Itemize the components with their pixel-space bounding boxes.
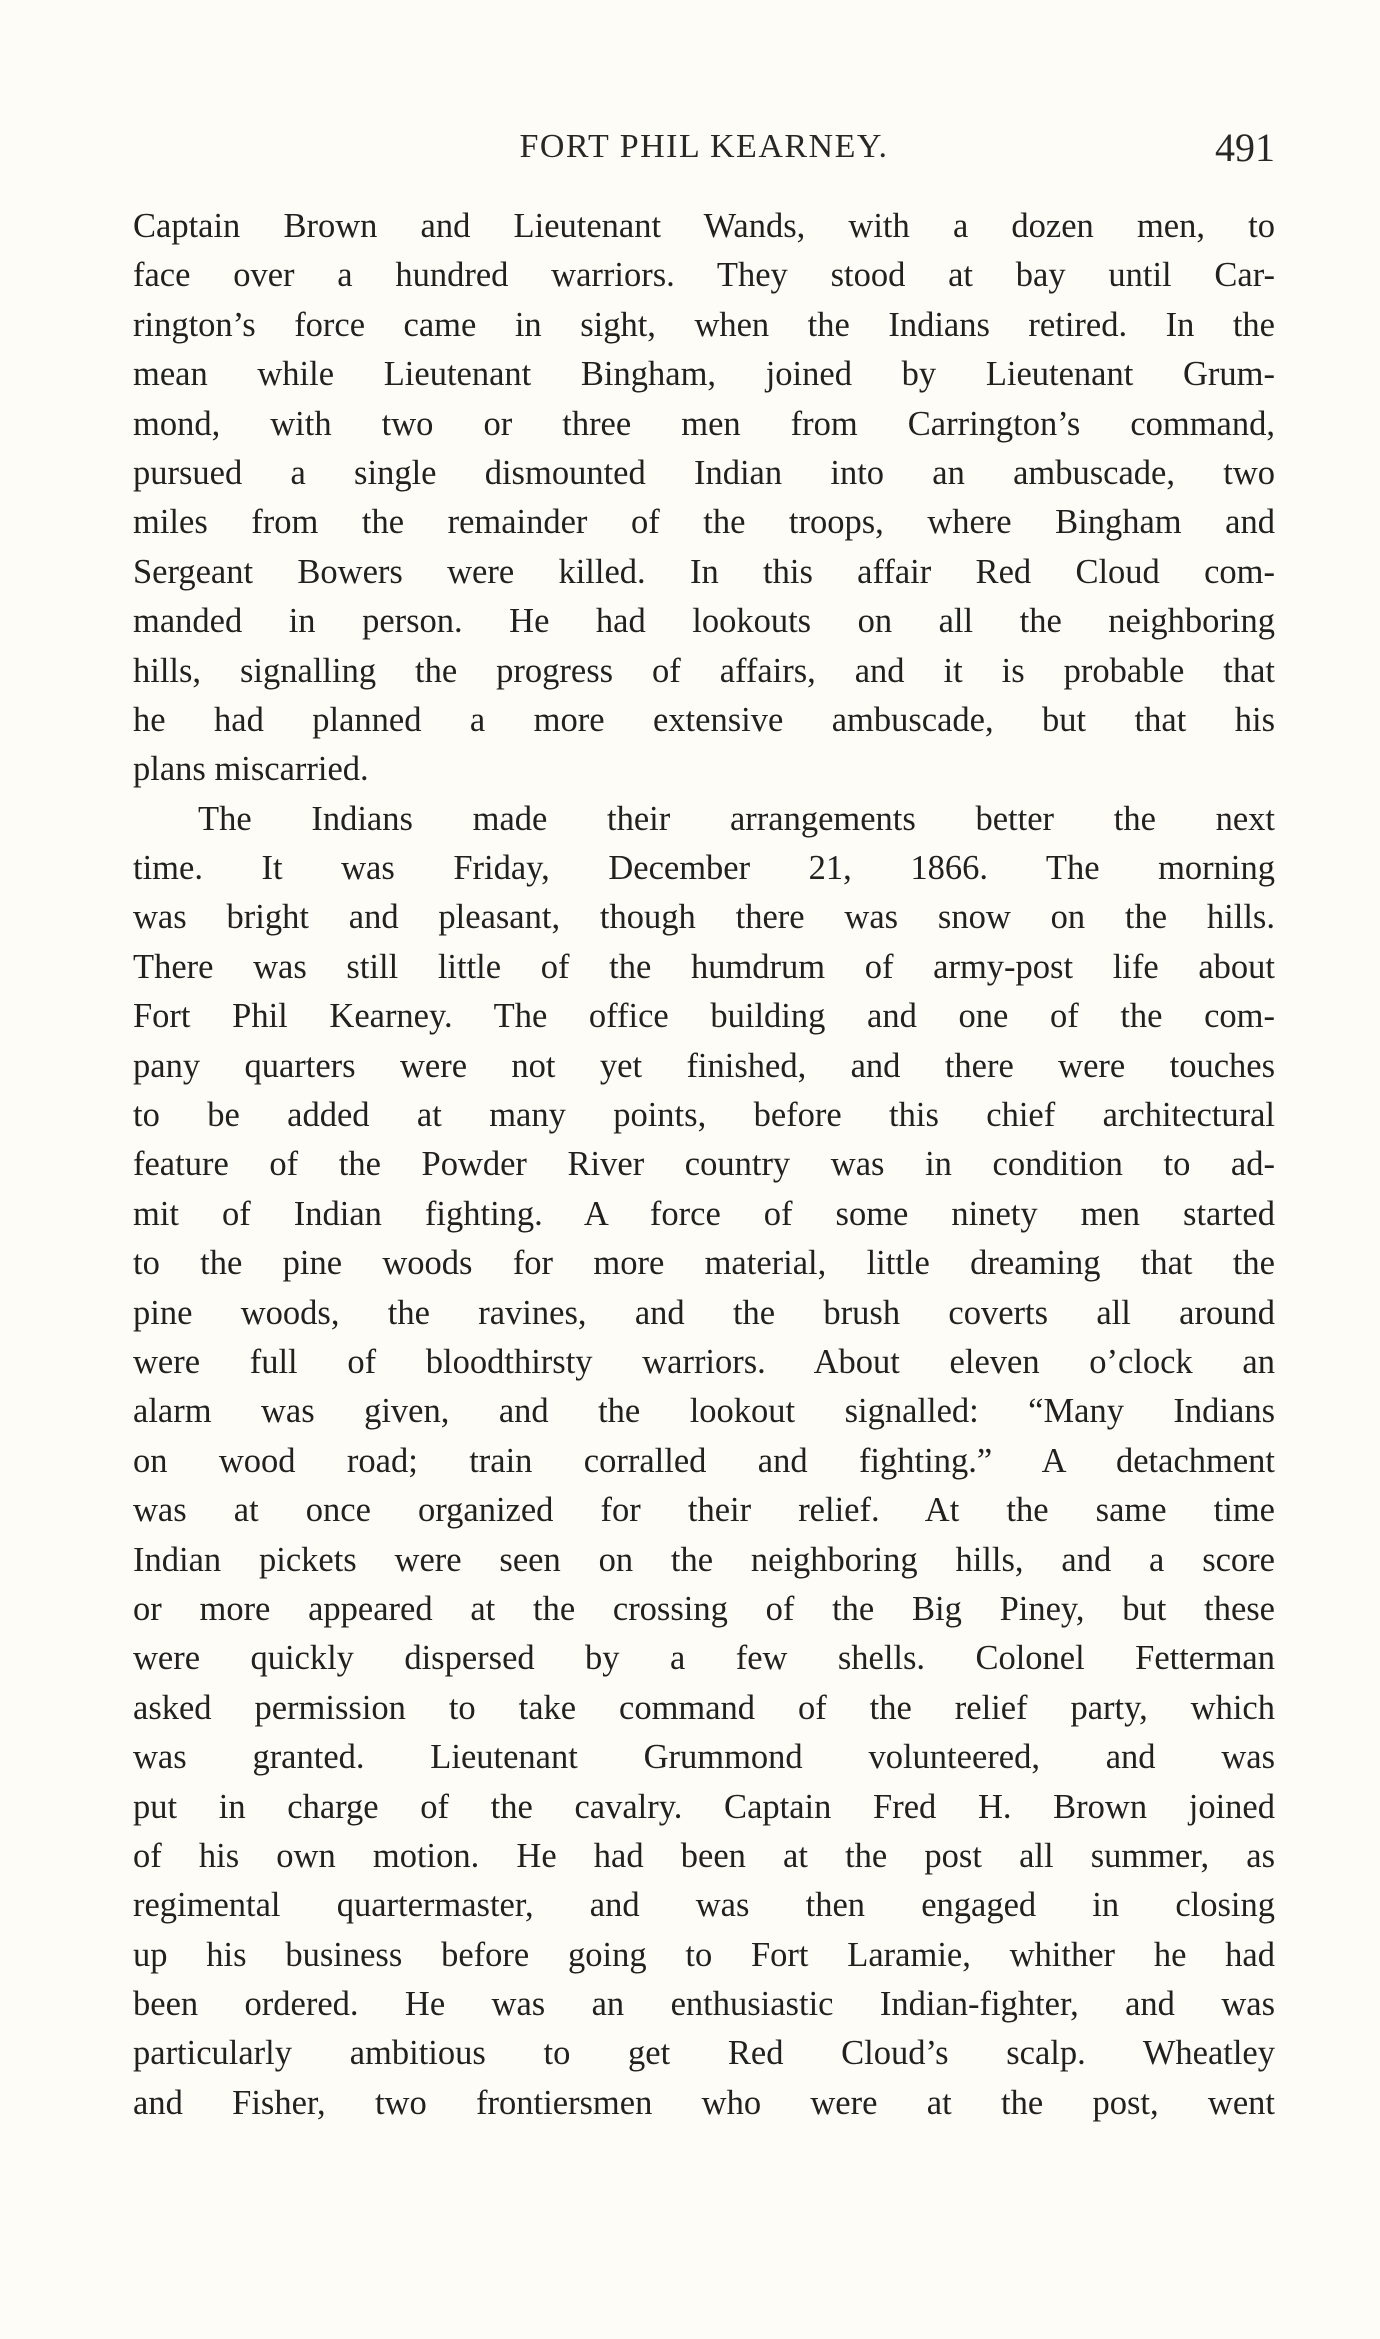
- text-line: were full of bloodthirsty warriors. About eleven o’clock an: [133, 1342, 1275, 1381]
- text-line: and Fisher, two frontiersmen who were at the post, went: [133, 2083, 1275, 2122]
- text-line: up his business before going to Fort Laramie, whither he had: [133, 1935, 1275, 1974]
- text-line: Fort Phil Kearney. The office building and one of the com-: [133, 997, 1275, 1036]
- text-line: The Indians made their arrangements better the next: [198, 799, 1275, 838]
- text-line: mond, with two or three men from Carrington’s command,: [133, 404, 1275, 443]
- paragraph-1: [133, 202, 1275, 795]
- text-line: hills, signalling the progress of affairs, and it is probable that: [133, 651, 1275, 690]
- text-line: put in charge of the cavalry. Captain Fred H. Brown joined: [133, 1787, 1275, 1826]
- body-text: [133, 202, 1275, 2128]
- text-line: miles from the remainder of the troops, where Bingham and: [133, 503, 1275, 542]
- text-line: regimental quartermaster, and was then engaged in closing: [133, 1886, 1275, 1925]
- text-line: There was still little of the humdrum of army-post life about: [133, 947, 1275, 986]
- text-line: feature of the Powder River country was in condition to ad-: [133, 1145, 1275, 1184]
- text-line: of his own motion. He had been at the post all summer, as: [133, 1836, 1275, 1875]
- page-header: [133, 124, 1275, 174]
- text-line: Sergeant Bowers were killed. In this affair Red Cloud com-: [133, 552, 1275, 591]
- text-line: face over a hundred warriors. They stood at bay until Car-: [133, 256, 1275, 295]
- text-line: Captain Brown and Lieutenant Wands, with a dozen men, to: [133, 207, 1275, 245]
- text-line: particularly ambitious to get Red Cloud’s scalp. Wheatley: [133, 2034, 1275, 2073]
- text-line: asked permission to take command of the relief party, which: [133, 1688, 1275, 1727]
- text-line: pine woods, the ravines, and the brush coverts all around: [133, 1293, 1275, 1332]
- text-line: to be added at many points, before this chief architectural: [133, 1096, 1275, 1135]
- text-line: to the pine woods for more material, little dreaming that the: [133, 1244, 1275, 1283]
- text-line: was at once organized for their relief. At the same time: [133, 1491, 1275, 1530]
- running-head: FORT PHIL KEARNEY.: [519, 128, 889, 165]
- text-line: on wood road; train corralled and fighting.” A detachment: [133, 1441, 1275, 1480]
- paragraph-2: [133, 795, 1275, 2129]
- text-line: or more appeared at the crossing of the Big Piney, but these: [133, 1589, 1275, 1628]
- text-line: was granted. Lieutenant Grummond volunteered, and was: [133, 1738, 1275, 1777]
- text-line: were quickly dispersed by a few shells. Colonel Fetterman: [133, 1639, 1275, 1678]
- text-line: time. It was Friday, December 21, 1866. The morning: [133, 849, 1275, 888]
- text-line: plans miscarried.: [133, 750, 369, 789]
- page-number: 491: [1215, 125, 1275, 170]
- text-line: he had planned a more extensive ambuscade, but that his: [133, 700, 1275, 739]
- text-line: been ordered. He was an enthusiastic Indian-fighter, and was: [133, 1985, 1275, 2024]
- text-line: pursued a single dismounted Indian into an ambuscade, two: [133, 453, 1275, 492]
- text-line: Indian pickets were seen on the neighboring hills, and a score: [133, 1540, 1275, 1579]
- text-line: mit of Indian fighting. A force of some ninety men started: [133, 1194, 1275, 1233]
- text-line: alarm was given, and the lookout signalled: “Many Indians: [133, 1392, 1275, 1431]
- text-line: pany quarters were not yet finished, and there were touches: [133, 1046, 1275, 1085]
- text-line: rington’s force came in sight, when the Indians retired. In the: [133, 305, 1275, 344]
- text-line: mean while Lieutenant Bingham, joined by Lieutenant Grum-: [133, 355, 1275, 394]
- text-line: was bright and pleasant, though there was snow on the hills.: [133, 898, 1275, 937]
- text-line: manded in person. He had lookouts on all the neighboring: [133, 602, 1275, 641]
